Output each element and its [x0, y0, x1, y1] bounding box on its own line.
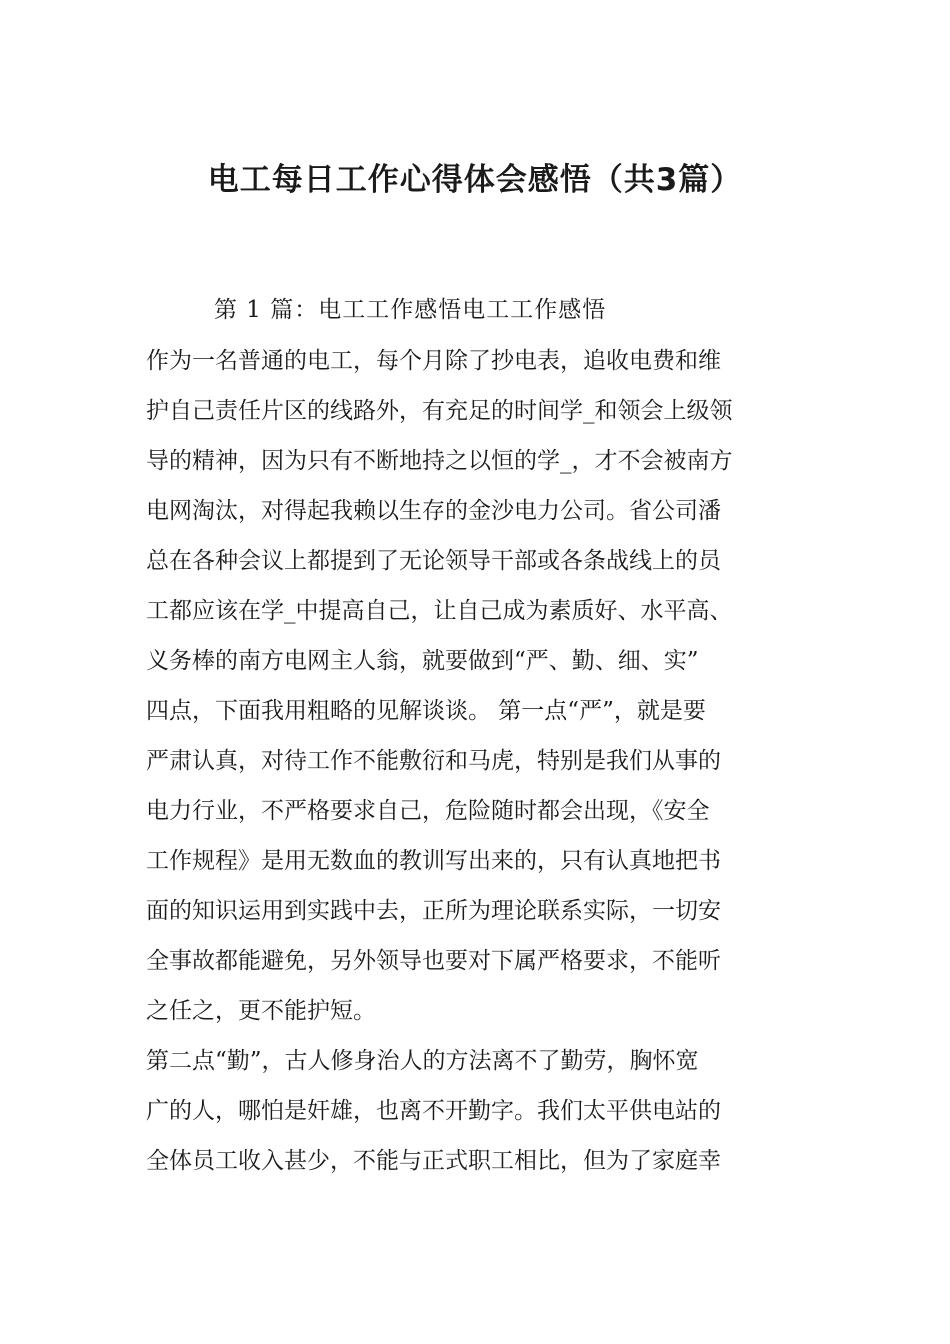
body-paragraph: [146, 336, 806, 1036]
text-line: 电力行业，不严格要求自己，危险随时都会出现，《安全: [146, 798, 710, 824]
text-line: 作为一名普通的电工，每个月除了抄电表，追收电费和维: [146, 348, 721, 374]
text-line: 广的人，哪怕是奸雄，也离不开勤字。我们太平供电站的: [146, 1098, 721, 1124]
document-title: 电工每日工作心得体会感悟（共3篇）: [207, 162, 743, 198]
text-line: 之任之，更不能护短。: [146, 998, 376, 1024]
text-line: 第二点“勤”，古人修身治人的方法离不了勤劳，胸怀宽: [146, 1048, 699, 1074]
text-line: 电网淘汰，对得起我赖以生存的金沙电力公司。省公司潘: [146, 498, 721, 524]
text-line: 全体员工收入甚少，不能与正式职工相比，但为了家庭幸: [146, 1148, 721, 1174]
body-paragraph: [146, 1036, 806, 1186]
section-heading: 第 1 篇：电工工作感悟电工工作感悟: [214, 297, 607, 323]
text-line: 四点，下面我用粗略的见解谈谈。 第一点“严”，就是要: [146, 698, 706, 724]
text-line: 面的知识运用到实践中去，正所为理论联系实际，一切安: [146, 898, 721, 924]
text-line: 工作规程》是用无数血的教训写出来的，只有认真地把书: [146, 848, 721, 874]
text-line: 工都应该在学_中提高自己，让自己成为素质好、水平高、: [146, 598, 733, 624]
text-line: 导的精神，因为只有不断地持之以恒的学_，才不会被南方: [146, 448, 733, 474]
text-line: 护自己责任片区的线路外，有充足的时间学_和领会上级领: [146, 398, 733, 424]
text-line: 严肃认真，对待工作不能敷衍和马虎，特别是我们从事的: [146, 748, 721, 774]
text-line: 总在各种会议上都提到了无论领导干部或各条战线上的员: [146, 548, 721, 574]
text-line: 全事故都能避免，另外领导也要对下属严格要求，不能听: [146, 948, 721, 974]
text-line: 义务棒的南方电网主人翁，就要做到“严、勤、细、实”: [146, 648, 699, 674]
